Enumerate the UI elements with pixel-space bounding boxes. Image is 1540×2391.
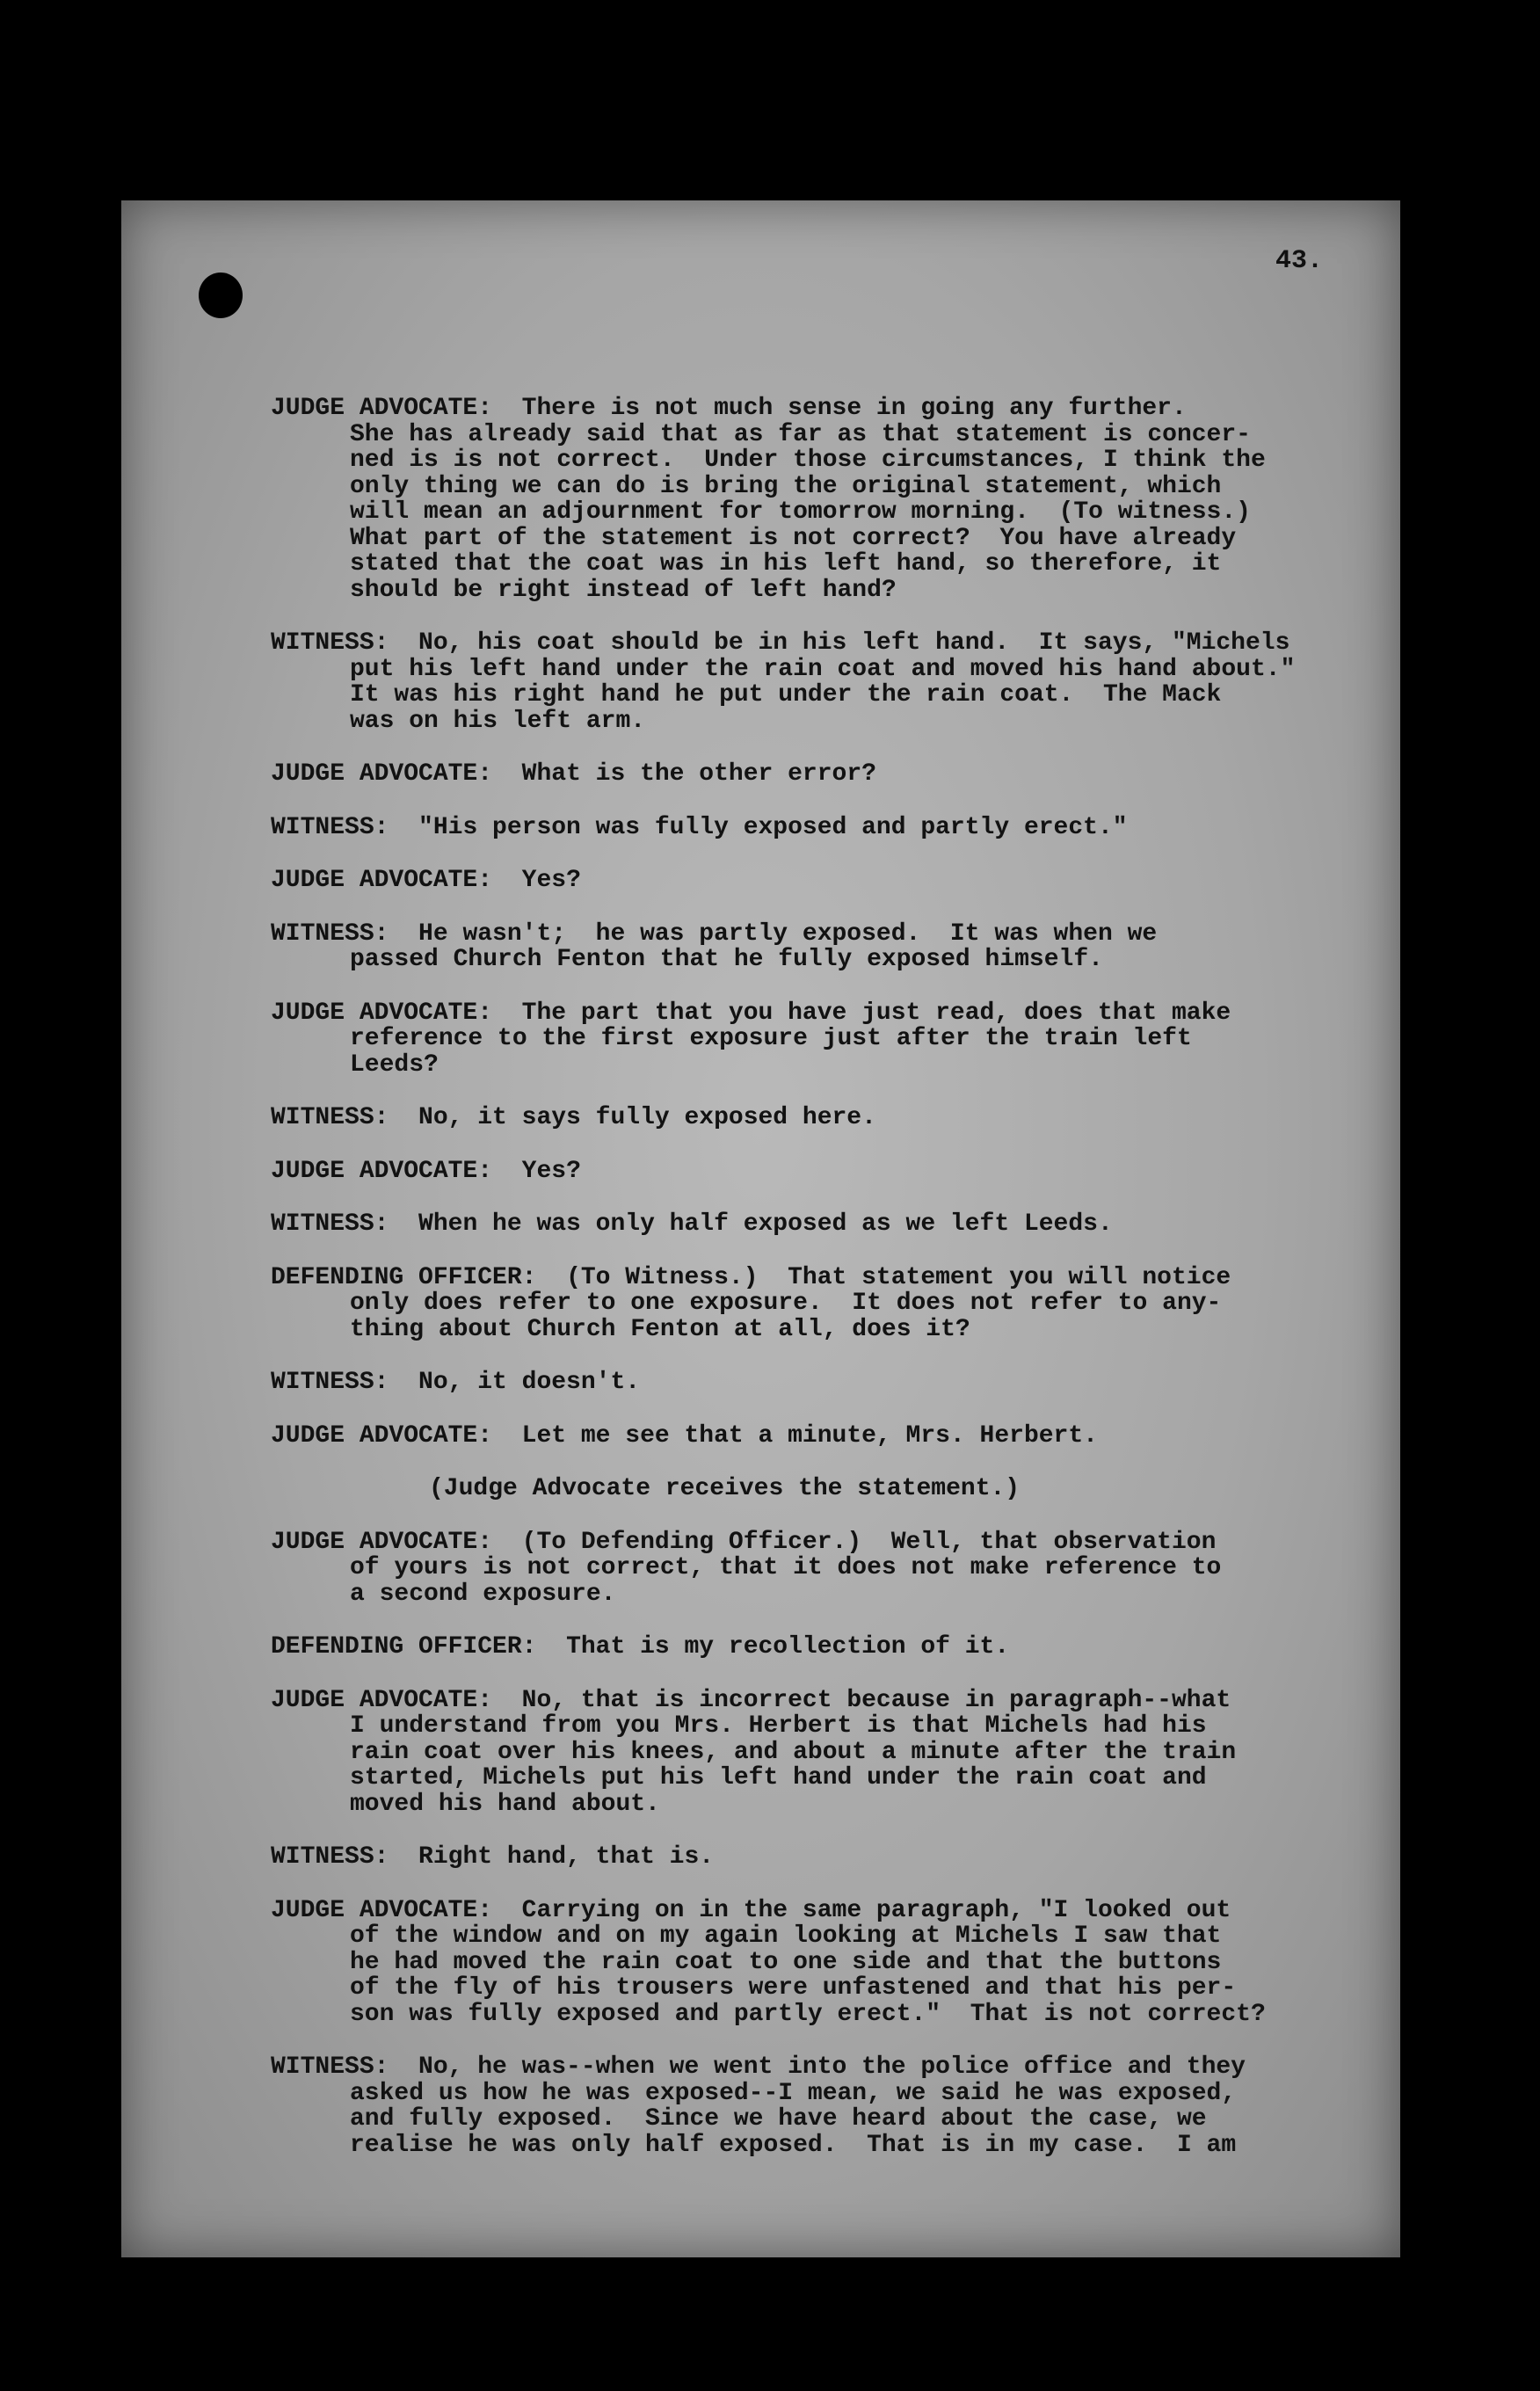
entry-first-line — [271, 2054, 1348, 2081]
entry-first-line — [271, 396, 1348, 422]
speech-continuation: Leeds? — [350, 1050, 439, 1079]
entry-first-line — [271, 1530, 1348, 1556]
speech-continuation: stated that the coat was in his left hand, so therefore, it — [350, 550, 1222, 578]
speaker-label: JUDGE ADVOCATE: — [271, 1421, 493, 1450]
transcript-entry — [271, 1370, 1348, 1396]
entry-first-line — [271, 1370, 1348, 1396]
entry-first-line — [271, 1211, 1348, 1238]
speech-text: "His person was fully exposed and partly erect." — [418, 813, 1128, 841]
speaker-label: JUDGE ADVOCATE: — [271, 1896, 493, 1924]
speech-text: What is the other error? — [521, 760, 876, 788]
speech-continuation: he had moved the rain coat to one side and that the buttons — [350, 1948, 1222, 1976]
speaker-label: JUDGE ADVOCATE: — [271, 760, 493, 788]
speech-text: Carrying on in the same paragraph, "I looked out — [521, 1896, 1231, 1924]
speaker-label: JUDGE ADVOCATE: — [271, 999, 493, 1027]
speaker-label: WITNESS: — [271, 919, 389, 948]
speaker-label: DEFENDING OFFICER: — [271, 1263, 537, 1291]
transcript-entry — [271, 1211, 1348, 1238]
speech-text: He wasn't; he was partly exposed. It was when we — [418, 919, 1158, 948]
transcript-entry — [271, 1688, 1348, 1818]
speech-continuation: was on his left arm. — [350, 707, 646, 735]
entry-first-line — [271, 1000, 1348, 1027]
transcript-entry — [271, 921, 1348, 973]
speech-continuation: I understand from you Mrs. Herbert is that Michels had his — [350, 1712, 1207, 1740]
speech-text: Right hand, that is. — [418, 1843, 715, 1871]
speech-text: When he was only half exposed as we left Leeds. — [418, 1210, 1113, 1238]
speech-continuation: son was fully exposed and partly erect." That is not correct? — [350, 2000, 1266, 2028]
entry-first-line — [271, 1159, 1348, 1185]
speech-text: Let me see that a minute, Mrs. Herbert. — [521, 1421, 1098, 1450]
speech-continuation: and fully exposed. Since we have heard about the case, we — [350, 2105, 1207, 2133]
entry-first-line — [271, 1898, 1348, 1924]
speaker-label: DEFENDING OFFICER: — [271, 1633, 537, 1661]
transcript-entry — [271, 815, 1348, 841]
speech-continuation: put his left hand under the rain coat and moved his hand about." — [350, 655, 1296, 683]
entry-first-line — [271, 1423, 1348, 1450]
entry-first-line — [271, 630, 1348, 657]
entry-first-line — [271, 868, 1348, 894]
entry-first-line — [271, 1105, 1348, 1131]
speech-continuation: asked us how he was exposed--I mean, we said he was exposed, — [350, 2079, 1237, 2107]
speaker-label: JUDGE ADVOCATE: — [271, 867, 493, 894]
speech-text: (To Defending Officer.) Well, that observation — [521, 1528, 1217, 1556]
speech-continuation: a second exposure. — [350, 1580, 616, 1608]
speech-continuation: It was his right hand he put under the rain coat. The Mack — [350, 681, 1222, 709]
speech-continuation: of the window and on my again looking at Michels I saw that — [350, 1922, 1222, 1950]
entry-first-line — [271, 1265, 1348, 1291]
transcript-entry — [271, 761, 1348, 788]
transcript-entry — [271, 1105, 1348, 1131]
speech-text: No, he was--when we went into the police office and they — [418, 2053, 1246, 2081]
entry-first-line — [271, 1688, 1348, 1714]
speech-text: No, it says fully exposed here. — [418, 1104, 876, 1131]
entry-first-line — [271, 1844, 1348, 1871]
speaker-label: JUDGE ADVOCATE: — [271, 1157, 493, 1185]
transcript-entry — [271, 1530, 1348, 1608]
speech-continuation: moved his hand about. — [350, 1790, 660, 1818]
speech-continuation: rain coat over his knees, and about a minute after the train — [350, 1738, 1237, 1766]
entry-first-line — [271, 761, 1348, 788]
speech-continuation: started, Michels put his left hand under the rain coat and — [350, 1764, 1207, 1791]
speaker-label: WITNESS: — [271, 1210, 389, 1238]
speech-continuation: She has already said that as far as that statement is concer- — [350, 420, 1251, 448]
entry-first-line — [271, 1634, 1348, 1661]
speech-text: Yes? — [521, 1157, 581, 1185]
speech-continuation: What part of the statement is not correct? You have already — [350, 524, 1237, 552]
document-page — [121, 200, 1400, 2257]
transcript-entry — [271, 1634, 1348, 1661]
speech-continuation: reference to the first exposure just after the train left — [350, 1025, 1192, 1052]
entry-first-line — [271, 815, 1348, 841]
speaker-label: JUDGE ADVOCATE: — [271, 1528, 493, 1556]
speech-text: No, it doesn't. — [418, 1369, 641, 1396]
speech-text: That is my recollection of it. — [566, 1633, 1010, 1661]
transcript-entry — [271, 396, 1348, 603]
speech-text: No, his coat should be in his left hand. It says, "Michels — [418, 629, 1290, 657]
speech-continuation: realise he was only half exposed. That is in my case. I am — [350, 2131, 1237, 2159]
transcript-entry — [271, 630, 1348, 734]
transcript-entry — [271, 1000, 1348, 1079]
speech-continuation: passed Church Fenton that he fully exposed himself. — [350, 946, 1103, 973]
page-number: 43. — [1275, 246, 1323, 276]
transcript-entry — [271, 2054, 1348, 2158]
speaker-label: WITNESS: — [271, 1369, 389, 1396]
transcript-entry — [271, 1898, 1348, 2028]
transcript-body — [271, 396, 1348, 2185]
speaker-label: JUDGE ADVOCATE: — [271, 1686, 493, 1714]
punch-hole — [199, 273, 243, 318]
speech-text: No, that is incorrect because in paragraph--what — [521, 1686, 1231, 1714]
speaker-label: WITNESS: — [271, 2053, 389, 2081]
speech-continuation: of the fly of his trousers were unfastened and that his per- — [350, 1974, 1237, 2002]
transcript-entry — [271, 1265, 1348, 1343]
stage-direction: (Judge Advocate receives the statement.) — [429, 1475, 1021, 1502]
transcript-entry — [271, 868, 1348, 894]
speech-continuation: will mean an adjournment for tomorrow morning. (To witness.) — [350, 498, 1251, 526]
speech-continuation: only does refer to one exposure. It does not refer to any- — [350, 1290, 1222, 1317]
speech-continuation: should be right instead of left hand? — [350, 576, 897, 604]
transcript-entry — [271, 1159, 1348, 1185]
speech-text: (To Witness.) That statement you will notice — [566, 1263, 1231, 1291]
speech-continuation: thing about Church Fenton at all, does it? — [350, 1315, 970, 1343]
speaker-label: WITNESS: — [271, 813, 389, 841]
speaker-label: JUDGE ADVOCATE: — [271, 395, 493, 422]
speaker-label: WITNESS: — [271, 629, 389, 657]
speaker-label: WITNESS: — [271, 1104, 389, 1131]
entry-first-line — [271, 921, 1348, 948]
speech-text: Yes? — [521, 867, 581, 894]
speaker-label: WITNESS: — [271, 1843, 389, 1871]
speech-text: There is not much sense in going any further. — [521, 395, 1187, 422]
speech-text: The part that you have just read, does that make — [521, 999, 1231, 1027]
speech-continuation: only thing we can do is bring the original statement, which — [350, 472, 1222, 500]
transcript-entry — [271, 1844, 1348, 1871]
speech-continuation: of yours is not correct, that it does not make reference to — [350, 1554, 1222, 1581]
speech-continuation: ned is is not correct. Under those circumstances, I think the — [350, 447, 1266, 474]
transcript-entry — [271, 1423, 1348, 1450]
